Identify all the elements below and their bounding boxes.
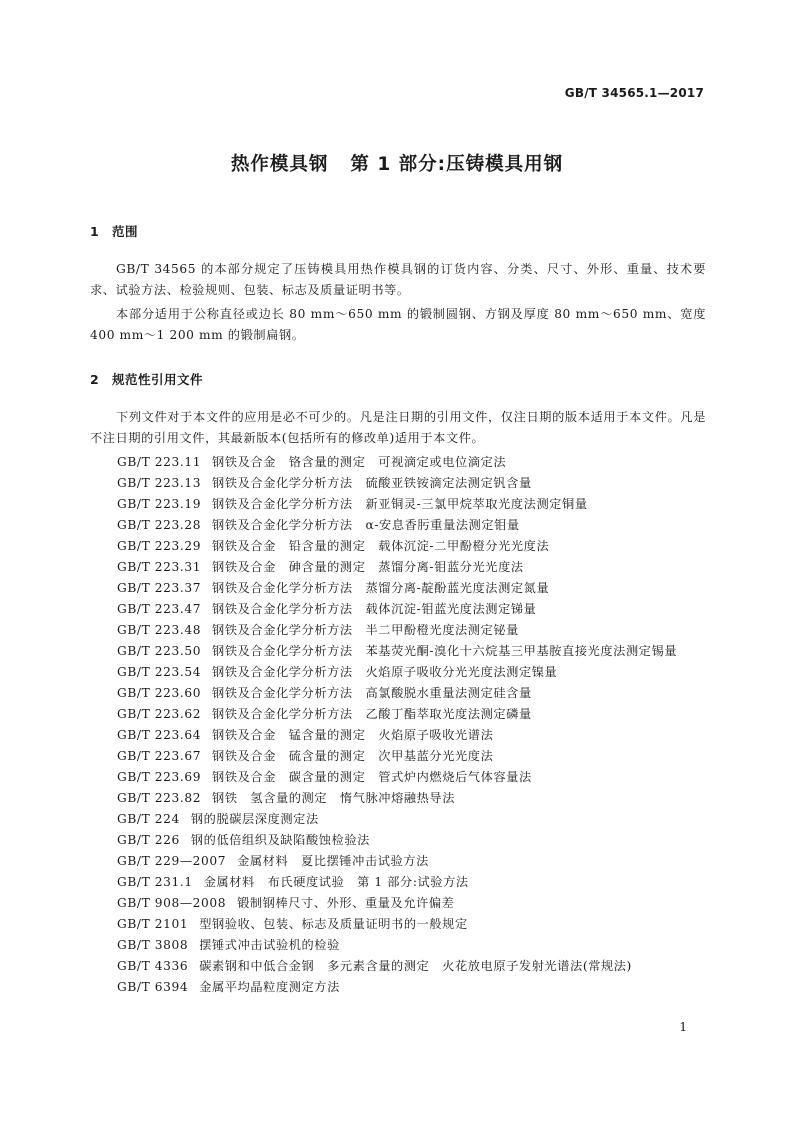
reference-title: 钢铁及合金 铅含量的测定 载体沉淀-二甲酚橙分光光度法 bbox=[212, 539, 550, 553]
reference-item bbox=[90, 830, 706, 851]
reference-item bbox=[90, 914, 706, 935]
reference-title: 钢铁及合金化学分析方法 α-安息香肟重量法测定钼量 bbox=[212, 518, 520, 532]
reference-code: GB/T 223.13 bbox=[117, 476, 202, 490]
reference-title: 钢铁及合金化学分析方法 新亚铜灵-三氯甲烷萃取光度法测定铜量 bbox=[212, 497, 588, 511]
reference-item bbox=[90, 725, 706, 746]
reference-code: GB/T 223.69 bbox=[117, 770, 202, 784]
reference-code: GB/T 6394 bbox=[117, 980, 189, 994]
reference-code: GB/T 223.29 bbox=[117, 539, 202, 553]
reference-title: 碳素钢和中低合金钢 多元素含量的测定 火花放电原子发射光谱法(常规法) bbox=[199, 959, 632, 973]
reference-item bbox=[90, 536, 706, 557]
reference-title: 钢铁及合金化学分析方法 高氯酸脱水重量法测定硅含量 bbox=[212, 686, 532, 700]
reference-item bbox=[90, 473, 706, 494]
reference-item bbox=[90, 893, 706, 914]
reference-code: GB/T 223.62 bbox=[117, 707, 202, 721]
reference-title: 钢铁及合金 砷含量的测定 蒸馏分离-钼蓝分光光度法 bbox=[212, 560, 524, 574]
reference-code: GB/T 223.48 bbox=[117, 623, 202, 637]
reference-item bbox=[90, 620, 706, 641]
section-number: 2 bbox=[90, 372, 100, 387]
reference-item bbox=[90, 683, 706, 704]
reference-item bbox=[90, 494, 706, 515]
reference-code: GB/T 223.28 bbox=[117, 518, 202, 532]
reference-code: GB/T 3808 bbox=[117, 938, 189, 952]
reference-code: GB/T 223.82 bbox=[117, 791, 202, 805]
reference-item bbox=[90, 872, 706, 893]
section-heading-normative-references bbox=[90, 370, 203, 388]
reference-code: GB/T 223.31 bbox=[117, 560, 202, 574]
reference-code: GB/T 223.50 bbox=[117, 644, 202, 658]
reference-code: GB/T 2101 bbox=[117, 917, 189, 931]
reference-title: 钢铁及合金 锰含量的测定 火焰原子吸收光谱法 bbox=[212, 728, 494, 742]
reference-item bbox=[90, 641, 706, 662]
reference-title: 金属平均晶粒度测定方法 bbox=[199, 980, 340, 994]
reference-code: GB/T 223.37 bbox=[117, 581, 202, 595]
paragraph: 本部分适用于公称直径或边长 80 mm～650 mm 的锻制圆钢、方钢及厚度 80 mm～650 mm、宽度 400 mm～1 200 mm 的锻制扁钢。 bbox=[90, 307, 706, 342]
reference-item bbox=[90, 935, 706, 956]
reference-item bbox=[90, 578, 706, 599]
reference-item bbox=[90, 788, 706, 809]
reference-title: 锻制钢棒尺寸、外形、重量及允许偏差 bbox=[237, 896, 455, 910]
section-number: 1 bbox=[90, 224, 100, 239]
document-title bbox=[0, 150, 794, 176]
reference-code: GB/T 223.64 bbox=[117, 728, 202, 742]
standard-code: GB/T 34565.1—2017 bbox=[564, 86, 704, 100]
reference-title: 摆锤式冲击试验机的检验 bbox=[199, 938, 340, 952]
reference-title: 钢铁及合金化学分析方法 蒸馏分离-靛酚蓝光度法测定氮量 bbox=[212, 581, 550, 595]
reference-code: GB/T 229—2007 bbox=[117, 854, 227, 868]
reference-title: 钢的低倍组织及缺陷酸蚀检验法 bbox=[190, 833, 370, 847]
page-number: 1 bbox=[679, 1020, 687, 1034]
section-heading-scope bbox=[90, 222, 138, 240]
reference-item bbox=[90, 809, 706, 830]
reference-title: 钢铁及合金化学分析方法 半二甲酚橙光度法测定铋量 bbox=[212, 623, 519, 637]
reference-title: 钢铁及合金 硫含量的测定 次甲基蓝分光光度法 bbox=[212, 749, 494, 763]
reference-item bbox=[90, 767, 706, 788]
reference-item bbox=[90, 452, 706, 473]
reference-item bbox=[90, 977, 706, 998]
reference-title: 金属材料 布氏硬度试验 第 1 部分:试验方法 bbox=[203, 875, 469, 889]
reference-code: GB/T 223.60 bbox=[117, 686, 202, 700]
reference-title: 型钢验收、包装、标志及质量证明书的一般规定 bbox=[199, 917, 468, 931]
reference-title: 钢铁及合金化学分析方法 乙酸丁酯萃取光度法测定磷量 bbox=[212, 707, 532, 721]
reference-title: 钢铁及合金化学分析方法 硫酸亚铁铵滴定法测定钒含量 bbox=[212, 476, 532, 490]
reference-title: 钢铁及合金化学分析方法 载体沉淀-钼蓝光度法测定锑量 bbox=[212, 602, 537, 616]
section-title: 规范性引用文件 bbox=[112, 372, 204, 387]
reference-code: GB/T 223.47 bbox=[117, 602, 202, 616]
reference-title: 钢铁及合金化学分析方法 苯基荧光酮-溴化十六烷基三甲基胺直接光度法测定锡量 bbox=[212, 644, 678, 658]
title-main: 热作模具钢 bbox=[230, 154, 329, 175]
section-title: 范围 bbox=[112, 224, 139, 239]
reference-item bbox=[90, 956, 706, 977]
reference-title: 钢铁及合金 碳含量的测定 管式炉内燃烧后气体容量法 bbox=[212, 770, 532, 784]
reference-code: GB/T 223.11 bbox=[117, 455, 202, 469]
reference-list bbox=[90, 452, 706, 998]
title-part: 第 1 部分:压铸模具用钢 bbox=[350, 154, 564, 175]
reference-code: GB/T 223.67 bbox=[117, 749, 202, 763]
reference-code: GB/T 226 bbox=[117, 833, 180, 847]
reference-code: GB/T 223.19 bbox=[117, 497, 202, 511]
reference-title: 钢铁及合金 铬含量的测定 可视滴定或电位滴定法 bbox=[212, 455, 507, 469]
reference-title: 钢的脱碳层深度测定法 bbox=[190, 812, 319, 826]
reference-title: 钢铁 氢含量的测定 惰气脉冲熔融热导法 bbox=[212, 791, 456, 805]
reference-code: GB/T 908—2008 bbox=[117, 896, 227, 910]
reference-item bbox=[90, 851, 706, 872]
reference-item bbox=[90, 515, 706, 536]
reference-code: GB/T 231.1 bbox=[117, 875, 193, 889]
reference-code: GB/T 224 bbox=[117, 812, 180, 826]
reference-item bbox=[90, 662, 706, 683]
reference-item bbox=[90, 557, 706, 578]
paragraph: 下列文件对于本文件的应用是必不可少的。凡是注日期的引用文件，仅注日期的版本适用于本文件。凡是不注日期的引用文件，其最新版本(包括所有的修改单)适用于本文件。 bbox=[90, 410, 706, 445]
reference-item bbox=[90, 599, 706, 620]
reference-code: GB/T 223.54 bbox=[117, 665, 202, 679]
reference-code: GB/T 4336 bbox=[117, 959, 189, 973]
reference-title: 钢铁及合金化学分析方法 火焰原子吸收分光光度法测定镍量 bbox=[212, 665, 558, 679]
reference-title: 金属材料 夏比摆锤冲击试验方法 bbox=[237, 854, 429, 868]
reference-item bbox=[90, 746, 706, 767]
paragraph: GB/T 34565 的本部分规定了压铸模具用热作模具钢的订货内容、分类、尺寸、外形、重量、技术要求、试验方法、检验规则、包装、标志及质量证明书等。 bbox=[90, 262, 706, 297]
reference-item bbox=[90, 704, 706, 725]
